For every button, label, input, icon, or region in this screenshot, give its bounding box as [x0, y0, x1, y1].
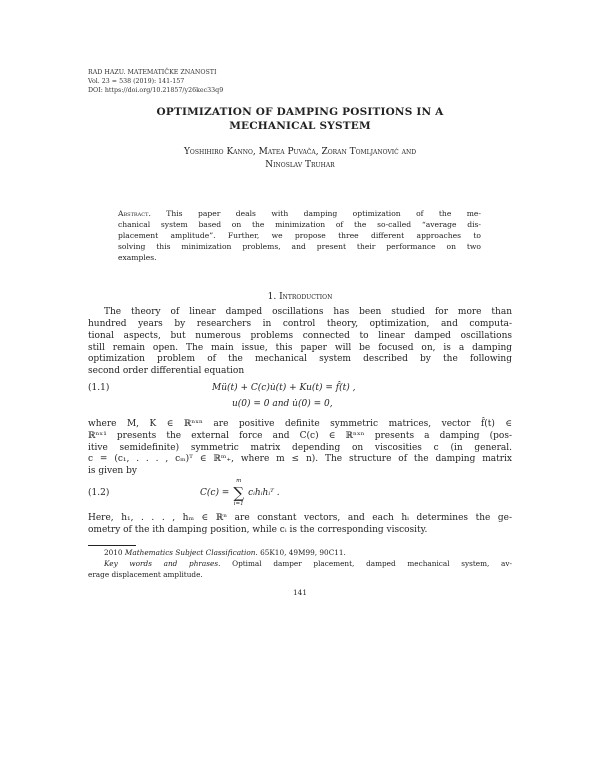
paragraph-line: c = (c₁, . . . , cₘ)ᵀ ∈ ℝᵐ₊, where m ≤ n). The structure of the damping matrix — [88, 454, 512, 464]
intro-line: still remain open. The main issue, this paper will be focused on, is a damping — [88, 343, 512, 353]
abstract-line: examples. — [118, 253, 157, 262]
section-heading: 1. Introduction — [267, 292, 333, 302]
paragraph-line: itive semidefinite) symmetric matrix depending on viscosities c (in general. — [88, 443, 512, 453]
paragraph-line: is given by — [88, 466, 137, 476]
page-number: 141 — [293, 588, 307, 597]
keywords-label: Key words and phrases. — [104, 559, 221, 568]
equation-1-2-rhs: cᵢhᵢhᵢᵀ . — [248, 487, 280, 498]
keywords-text: Optimal damper placement, damped mechanical system, av- — [232, 559, 512, 568]
summation-icon: ∑ — [233, 484, 245, 502]
summation — [233, 478, 244, 508]
msc-codes: 65K10, 49M99, 90C11. — [260, 548, 346, 557]
equation-number-1-2: (1.2) — [88, 488, 110, 498]
intro-line: second order differential equation — [88, 366, 245, 376]
abstract-first-line — [118, 208, 481, 219]
equation-1-1-line-1: Mü(t) + C(c)u̇(t) + Ku(t) = f̂(t) , — [212, 383, 356, 393]
footnote-keywords-cont: erage displacement amplitude. — [88, 570, 203, 579]
abstract-line: solving this minimization problems, and present their performance on two — [118, 242, 481, 251]
equation-1-2-lhs: C(c) = — [200, 487, 230, 498]
paragraph-line: ometry of the ith damping position, while cᵢ is the corresponding viscosity. — [88, 525, 428, 535]
intro-line: tional aspects, but numerous problems connected to linear damped oscillations — [88, 331, 512, 341]
abstract-line: This paper deals with damping optimization of the me- — [166, 209, 481, 218]
sum-lower-limit: i=1 — [233, 501, 244, 507]
equation-number-1-1: (1.1) — [88, 383, 110, 393]
abstract-line: chanical system based on the minimization of the so-called “average dis- — [118, 220, 481, 229]
footnote-rule — [88, 545, 136, 546]
authors-line-1: Yoshihiro Kanno, Matea Puvača, Zoran Tomljanović and — [183, 147, 417, 157]
abstract-label: Abstract. — [118, 209, 151, 218]
volume-info: Vol. 23 = 538 (2019): 141-157 — [88, 78, 185, 85]
paragraph-line: ℝⁿˣ¹ presents the external force and C(c) ∈ ℝⁿˣⁿ presents a damping (pos- — [88, 431, 512, 441]
abstract-line: placement amplitude”. Further, we propose three different approaches to — [118, 231, 481, 240]
sum-upper-limit: m — [236, 478, 242, 484]
authors-line-2: Ninoslav Truhar — [265, 160, 335, 170]
title-line-1: OPTIMIZATION OF DAMPING POSITIONS IN A — [156, 106, 444, 118]
msc-year: 2010 — [104, 548, 123, 557]
footnote-keywords — [104, 558, 512, 569]
intro-line: hundred years by researchers in control theory, optimization, and computa- — [88, 319, 512, 329]
journal-name: RAD HAZU. MATEMATIČKE ZNANOSTI — [88, 69, 217, 76]
msc-label: Mathematics Subject Classification. — [124, 548, 258, 557]
equation-1-1-line-2: u(0) = 0 and u̇(0) = 0, — [232, 399, 333, 409]
paragraph-line: Here, h₁, . . . , hₘ ∈ ℝⁿ are constant vectors, and each hᵢ determines the ge- — [88, 513, 512, 523]
equation-1-2 — [200, 476, 280, 510]
doi-link[interactable]: DOI: https://doi.org/10.21857/y26kec33q9 — [88, 87, 224, 94]
intro-line: The theory of linear damped oscillations has been studied for more than — [104, 307, 512, 317]
paragraph-line: where M, K ∈ ℝⁿˣⁿ are positive definite symmetric matrices, vector f̂(t) ∈ — [88, 419, 512, 429]
title-line-2: MECHANICAL SYSTEM — [229, 120, 371, 132]
footnote-msc — [104, 547, 528, 558]
intro-line: optimization problem of the mechanical system described by the following — [88, 354, 512, 364]
